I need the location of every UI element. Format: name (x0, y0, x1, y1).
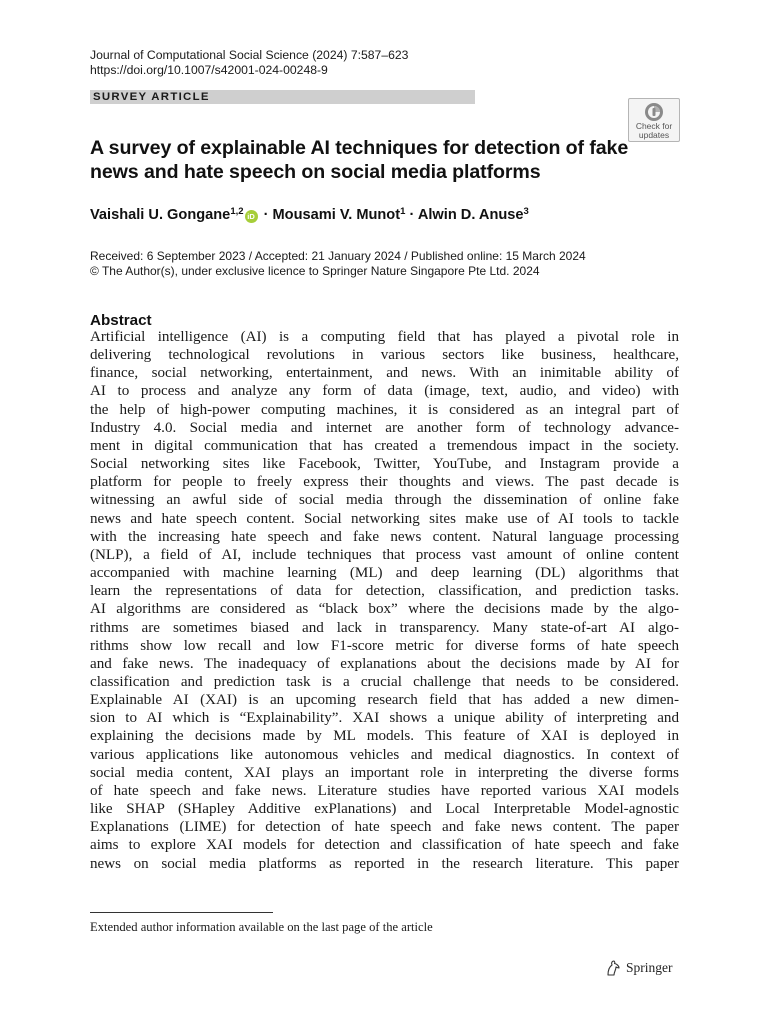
author-name[interactable]: Vaishali U. Gongane (90, 207, 231, 223)
footnote: Extended author information available on the last page of the article (90, 920, 433, 934)
abstract-line: rithms show low recall and low F1-score metric for diverse forms of hate speech (90, 637, 679, 654)
abstract-line: Industry 4.0. Social media and internet are another form of technology advance- (90, 419, 679, 436)
abstract-line: Artificial intelligence (AI) is a computing field that has played a pivotal role in (90, 329, 679, 345)
author-list (90, 206, 690, 224)
doi-link[interactable]: https://doi.org/10.1007/s42001-024-00248-9 (90, 63, 328, 77)
abstract-line: aims to explore XAI models for detection and classification of hate speech and fake (90, 837, 679, 854)
abstract-line: finance, social networking, entertainment, and news. With an inimitable ability of (90, 365, 679, 382)
footnote-divider (90, 912, 273, 913)
springer-horse-icon (604, 959, 622, 977)
abstract-line: (NLP), a field of AI, include techniques that process vast amount of online content (90, 546, 679, 563)
article-history (90, 249, 690, 279)
abstract-line: various applications like autonomous vehicles and medical diagnostics. In context of (90, 746, 679, 763)
abstract-line: witnessing an awful side of social media through the dissemination of online fake (90, 492, 679, 509)
abstract-line: AI algorithms are considered as “black box” where the decisions made by the algo- (90, 601, 679, 618)
history-dates: Received: 6 September 2023 / Accepted: 21 January 2024 / Published online: 15 March 2024 (90, 249, 586, 263)
publisher-logo (604, 958, 673, 978)
article-type-label: SURVEY ARTICLE (93, 91, 210, 103)
check-for-updates-icon (644, 102, 664, 122)
abstract-line: social media content, XAI plays an important role in interpreting the diverse forms (90, 764, 679, 781)
check-for-updates-line2: updates (638, 129, 670, 140)
publisher-name: Springer (626, 960, 673, 975)
abstract-line: and fake news. The inadequacy of explanations about the decisions made by AI for (90, 655, 679, 672)
abstract-line: Explainable AI (XAI) is an upcoming research field that has added a new dimen- (90, 692, 679, 709)
article-type-bar (90, 90, 475, 104)
journal-citation-line: Journal of Computational Social Science (2024) 7:587–623 (90, 48, 409, 62)
abstract-line: ment in digital communication that has created a tremendous impact in the society. (90, 437, 679, 454)
author-separator: · (259, 207, 273, 223)
author-affiliation: 1,2 (230, 206, 244, 217)
abstract-line: explaining the decisions made by ML models. This feature of XAI is deployed in (90, 728, 679, 745)
abstract-line: platform for people to freely express their thoughts and views. The past decade is (90, 474, 679, 491)
abstract-line: news on social media platforms as reported in the research literature. This paper (90, 855, 679, 872)
abstract-line: delivering technological revolutions in various sectors like business, healthcare, (90, 347, 679, 364)
abstract-line: AI to process and analyze any form of data (image, text, audio, and video) with (90, 383, 679, 400)
abstract-line: with the increasing hate speech and fake news content. Natural language processing (90, 528, 679, 545)
author-separator: · (405, 207, 418, 223)
author-name[interactable]: Mousami V. Munot (272, 207, 401, 223)
check-for-updates-line1: Check for (635, 121, 673, 131)
abstract-line: Explanations (LIME) for detection of hate speech and fake news content. The paper (90, 819, 679, 836)
orcid-icon[interactable]: iD (245, 210, 258, 223)
abstract-heading: Abstract (90, 312, 152, 329)
abstract-line: the help of high-power computing machines, it is considered as an integral part of (90, 401, 679, 418)
copyright-line: © The Author(s), under exclusive licence to Springer Nature Singapore Pte Ltd. 2024 (90, 264, 540, 278)
abstract-line: learn the representations of data for detection, classification, and prediction tasks. (90, 583, 679, 600)
abstract-line: Social networking sites like Facebook, Twitter, YouTube, and Instagram provide a (90, 456, 679, 473)
abstract-line: like SHAP (SHapley Additive exPlanations) and Local Interpretable Model-agnostic (90, 801, 679, 818)
author-affiliation: 1 (400, 206, 406, 217)
check-for-updates-button[interactable] (628, 98, 680, 142)
abstract-line: of hate speech and fake news. Literature studies have reported various XAI models (90, 782, 679, 799)
abstract-line: accompanied with machine learning (ML) and deep learning (DL) algorithms that (90, 565, 679, 582)
abstract-line: rithms are sometimes biased and lack in transparency. Many state-of-art AI algo- (90, 619, 679, 636)
abstract-text (90, 328, 679, 873)
author-name[interactable]: Alwin D. Anuse (417, 207, 524, 223)
journal-citation (90, 48, 408, 78)
article-title: A survey of explainable AI techniques for detection of fake news and hate speech on social media platforms (90, 137, 629, 183)
abstract-line: news and hate speech content. Social networking sites make use of AI tools to tackle (90, 510, 679, 527)
author-affiliation: 3 (523, 206, 529, 217)
abstract-line: classification and prediction task is a crucial challenge that needs to be considered. (90, 673, 679, 690)
abstract-line: sion to AI which is “Explainability”. XAI shows a unique ability of interpreting and (90, 710, 679, 727)
